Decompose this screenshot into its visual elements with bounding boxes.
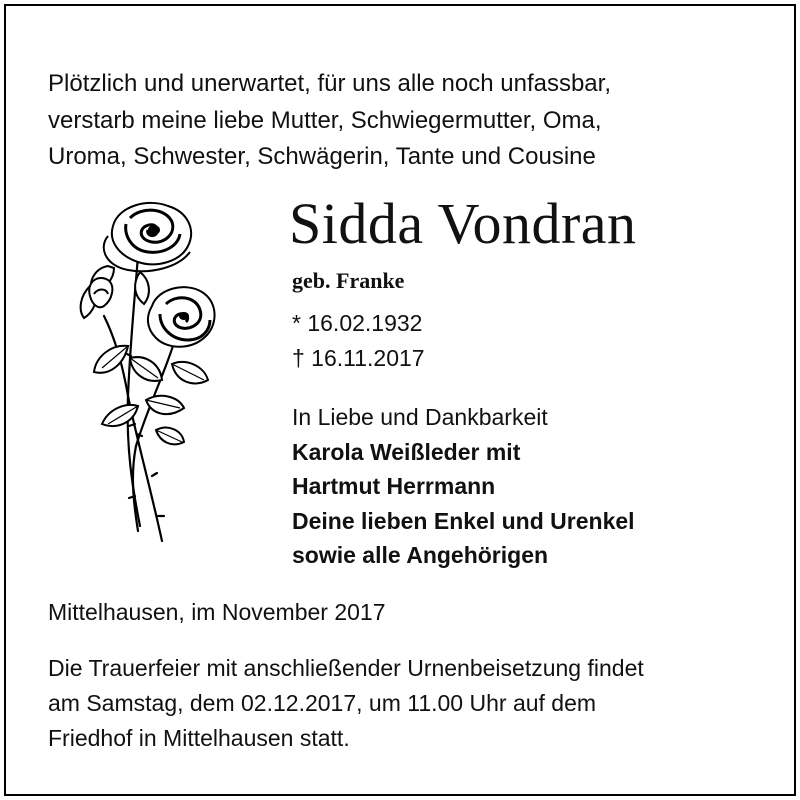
service-line: Friedhof in Mittelhausen statt. [48,725,350,751]
intro-line: Uroma, Schwester, Schwägerin, Tante und Cousine [48,143,596,170]
service-line: am Samstag, dem 02.12.2017, um 11.00 Uhr auf dem [48,690,597,716]
death-date: † 16.11.2017 [292,345,425,371]
mourner-name: Deine lieben Enkel und Urenkel [292,507,635,534]
birth-date: * 16.02.1932 [292,310,423,336]
obituary-notice [4,4,796,796]
intro-line: verstarb meine liebe Mutter, Schwiegermutter, Oma, [48,106,602,134]
mourner-name: Hartmut Herrmann [292,473,496,499]
service-info [48,651,644,756]
place-date: Mittelhausen, im November 2017 [48,599,386,625]
intro-line: Plötzlich und unerwartet, für uns alle noch unfassbar, [48,70,611,97]
mourners-list [292,400,635,573]
service-line: Die Trauerfeier mit anschließender Urnenbeisetzung findet [48,655,644,681]
mourner-name: Karola Weißleder mit [292,438,521,465]
deceased-name: Sidda Vondran [289,191,637,256]
rose-illustration-icon [68,196,228,556]
mourner-name: sowie alle Angehörigen [292,542,549,568]
intro-text [48,66,611,176]
dedication: In Liebe und Dankbarkeit [292,404,548,430]
birth-name: geb. Franke [292,268,405,293]
life-dates [292,306,425,376]
